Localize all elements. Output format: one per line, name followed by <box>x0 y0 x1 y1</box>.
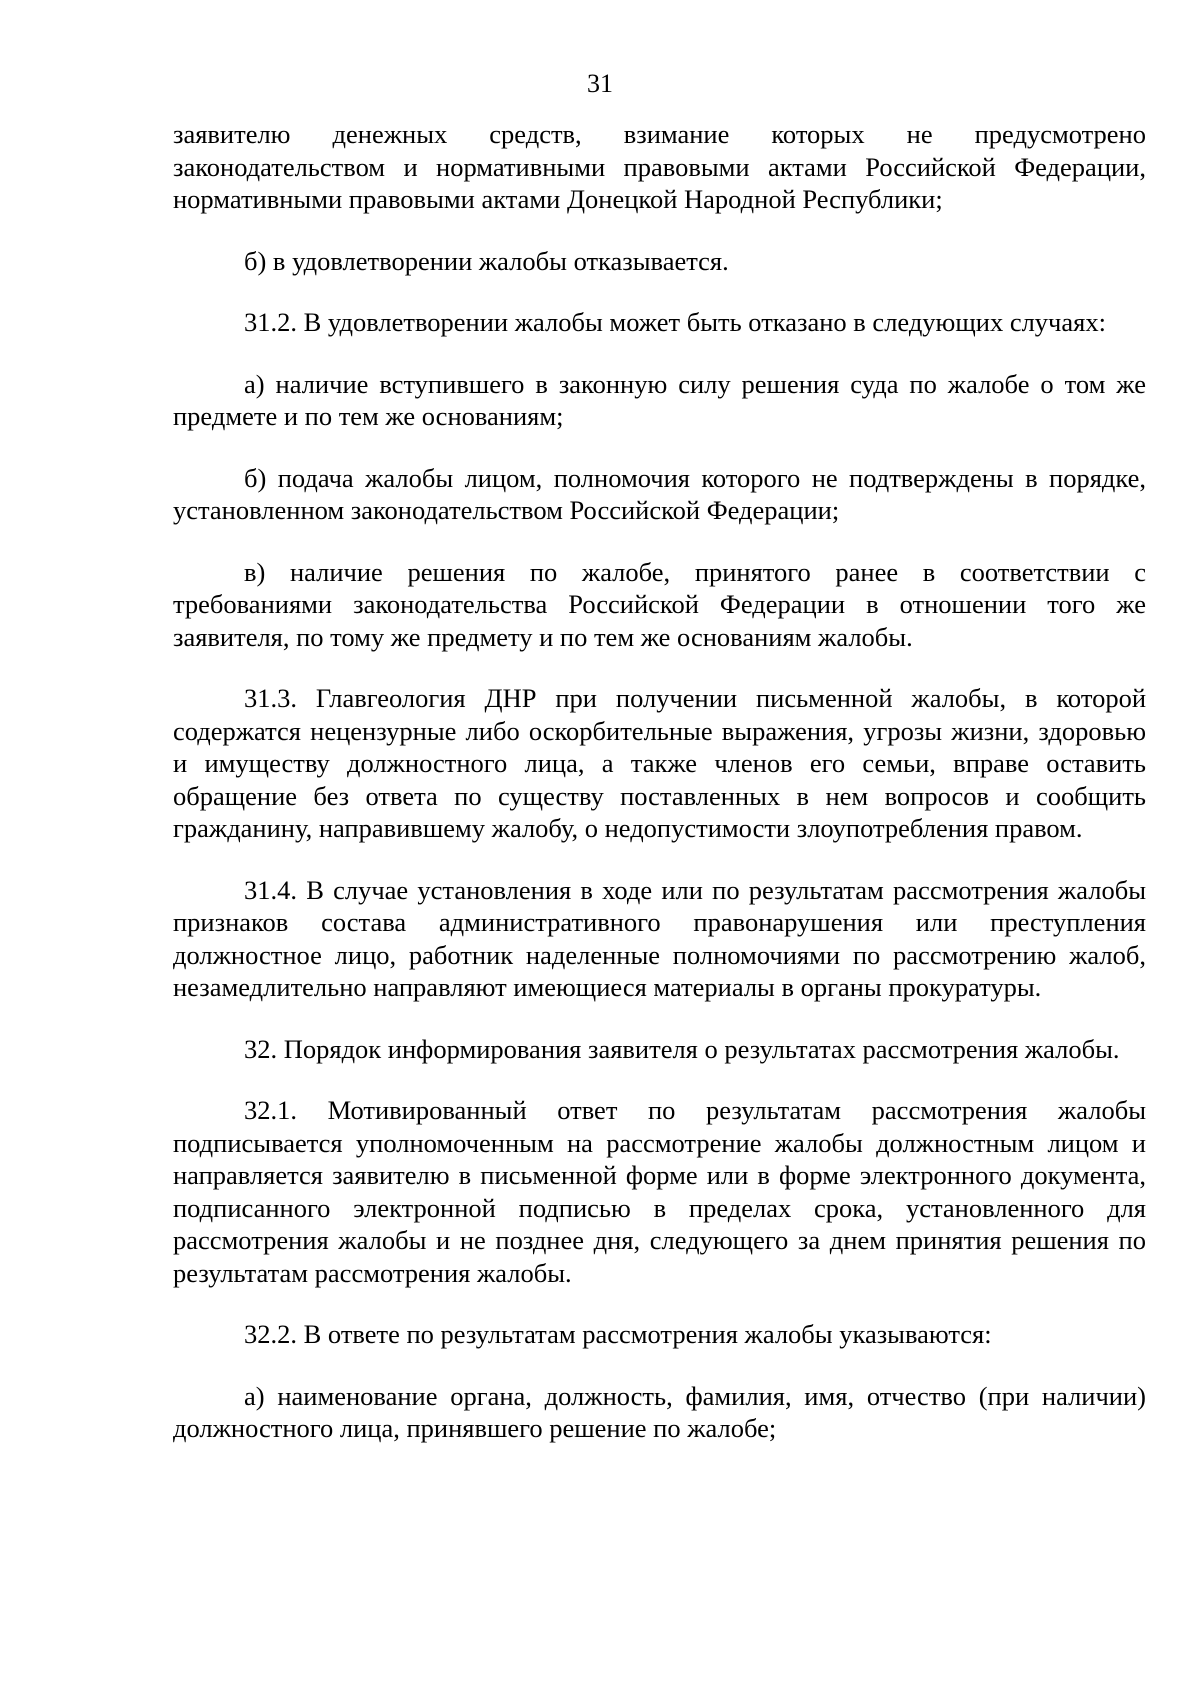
paragraph-31-3: 31.3. Главгеология ДНР при получении письменной жалобы, в которой содержатся нецензурные либо оскорбительные выражения, угрозы жизни, здоровью и имуществу должностного лица, а также членов его семьи, вправе оставить обращение без ответа по существу поставленных в нем вопросов и сообщить гражданину, направившему жалобу, о недопустимости злоупотребления правом. <box>173 683 1146 843</box>
paragraph-32-1: 32.1. Мотивированный ответ по результатам рассмотрения жалобы подписывается уполномоченным на рассмотрение жалобы должностным лицом и направляется заявителю в письменной форме или в форме электронного документа, подписанного электронной подписью в пределах срока, установленного для рассмотрения жалобы и не позднее дня, следующего за днем принятия решения по результатам рассмотрения жалобы. <box>173 1095 1146 1288</box>
paragraph-32-2-a: а) наименование органа, должность, фамилия, имя, отчество (при наличии) должностного лица, принявшего решение по жалобе; <box>173 1380 1146 1443</box>
paragraph-32-2: 32.2. В ответе по результатам рассмотрения жалобы указываются: <box>244 1319 992 1349</box>
document-body <box>173 118 1146 1474</box>
paragraph-continuation: заявителю денежных средств, взимание которых не предусмотрено законодательством и нормативными правовыми актами Российской Федерации, нормативными правовыми актами Донецкой Народной Республики; <box>173 119 1146 214</box>
paragraph-31-2: 31.2. В удовлетворении жалобы может быть отказано в следующих случаях: <box>244 307 1106 337</box>
paragraph-31-2-a: а) наличие вступившего в законную силу решения суда по жалобе о том же предмете и по тем же основаниям; <box>173 368 1146 431</box>
paragraph-31-4: 31.4. В случае установления в ходе или по результатам рассмотрения жалобы признаков состава административного правонарушения или преступления должностное лицо, работник наделенные полномочиями по рассмотрению жалоб, незамедлительно направляют имеющиеся материалы в органы прокуратуры. <box>173 874 1146 1002</box>
paragraph-32: 32. Порядок информирования заявителя о результатах рассмотрения жалобы. <box>244 1033 1120 1064</box>
page-number: 31 <box>587 69 613 98</box>
paragraph-31-2-b: б) подача жалобы лицом, полномочия которого не подтверждены в порядке, установленном законодательством Российской Федерации; <box>173 462 1146 525</box>
paragraph-31-2-v: в) наличие решения по жалобе, принятого ранее в соответствии с требованиями законодательства Российской Федерации в отношении того же заявителя, по тому же предмету и по тем же основаниям жалобы. <box>173 556 1146 652</box>
paragraph-31-1-b: б) в удовлетворении жалобы отказывается. <box>244 245 729 276</box>
